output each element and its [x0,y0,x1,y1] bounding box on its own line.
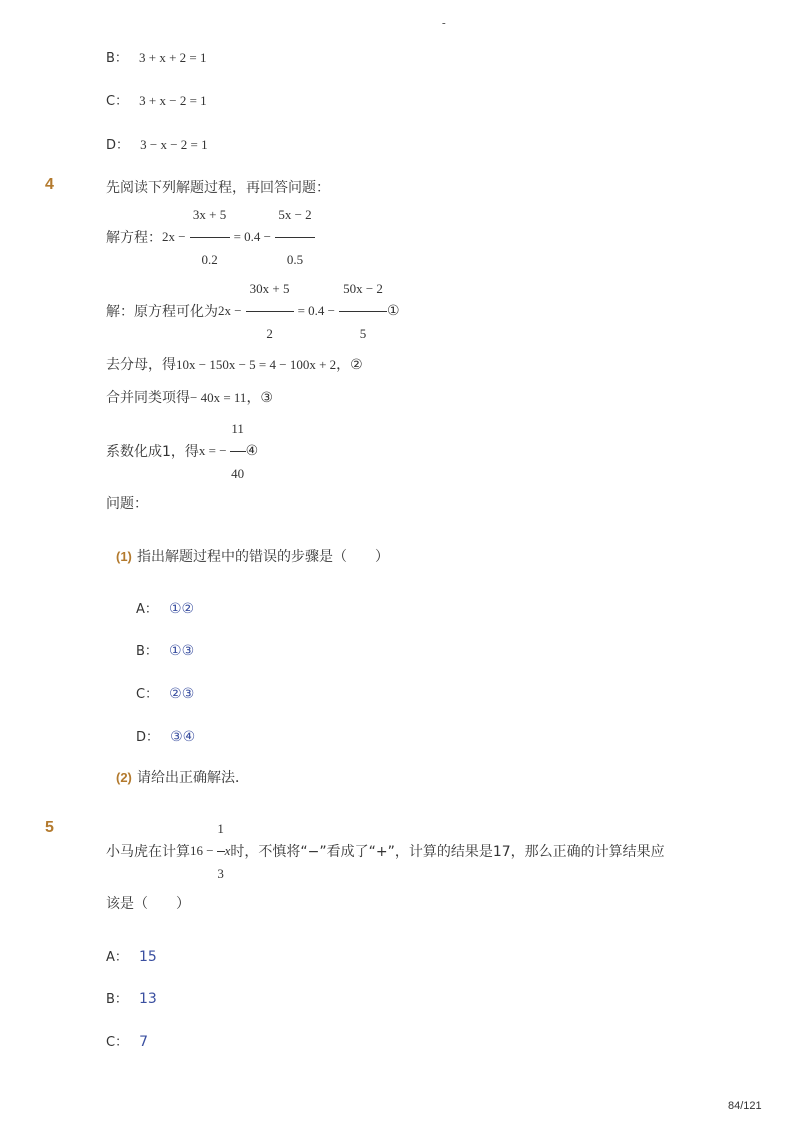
option-label: A： [106,950,128,965]
option-expression: 3 − x − 2 = 1 [140,137,208,152]
step-expression: − 40x = 11 [190,390,247,405]
fraction [217,821,225,882]
option-value: ②③ [169,686,195,702]
option-value: 13 [139,991,157,1007]
step-expression: 10x − 150x − 5 = 4 − 100x + 2 [176,357,337,372]
subquestion-number: (1) [116,549,132,564]
fraction-2 [339,281,387,342]
fraction-denominator: 40 [231,465,245,481]
subquestion-text: 请给出正确解法． [136,770,249,786]
fraction-numerator: 30x + 5 [249,280,290,296]
top-mark: - [442,17,446,29]
step-marker: ，② [336,357,363,373]
q3-option-c[interactable] [106,90,207,109]
fraction-numerator: 5x − 2 [278,206,312,222]
q4-step-4 [106,420,258,482]
option-expression: 3 + x + 2 = 1 [139,50,207,65]
fraction-1 [246,281,294,342]
q4-option-c[interactable] [136,683,194,702]
question-number: 4 [45,176,54,193]
q4-intro: 先阅读下列解题过程，再回答问题： [106,180,330,196]
step-label: 合并同类项得 [106,390,190,406]
q4-step-2 [106,354,363,374]
q4-subquestion-1 [116,546,389,566]
page-number: 84/121 [728,1100,762,1112]
equation-lead: 2x − [162,229,186,244]
q5-option-c[interactable] [106,1031,148,1050]
q4-step-3 [106,387,273,407]
q4-option-a[interactable] [136,598,194,617]
step-lead: 2x − [218,303,242,318]
option-expression: 3 + x − 2 = 1 [139,93,207,108]
option-value: 7 [139,1034,149,1050]
fraction-2 [275,207,315,268]
option-label: D： [106,138,130,153]
q4-step-1 [106,280,400,342]
step-middle: = 0.4 − [297,303,336,318]
q4-subquestion-2 [116,767,249,787]
q4-equation [106,206,315,268]
step-marker: ① [387,303,400,319]
step-label: 解：原方程可化为 [106,304,218,320]
q3-option-b[interactable] [106,47,207,66]
option-value: ①③ [169,643,195,659]
question-number: 5 [45,819,54,836]
fraction-denominator: 3 [217,865,224,881]
equation-label: 解方程： [106,230,162,246]
step-label: 去分母，得 [106,357,176,373]
q4-option-d[interactable] [136,726,195,745]
stem-text-before: 小马虎在计算 [106,844,190,860]
equation-middle: = 0.4 − [233,229,272,244]
fraction-denominator: 5 [359,325,367,341]
q5-option-a[interactable] [106,946,157,965]
q5-option-b[interactable] [106,988,157,1007]
step-marker: ，③ [246,390,273,406]
stem-text-after: 时，不慎将“−”看成了“+”，计算的结果是17，那么正确的计算结果应 [230,844,665,860]
fraction-denominator: 2 [266,325,273,341]
step-marker: ④ [245,443,259,459]
stem-variable: x [224,843,231,858]
q3-option-d[interactable] [106,134,208,153]
fraction-denominator: 0.5 [286,251,304,267]
option-label: A： [136,602,158,617]
option-label: C： [106,94,129,109]
q4-option-b[interactable] [136,640,194,659]
fraction [230,421,246,482]
option-label: B： [106,992,128,1007]
option-label: C： [106,1035,129,1050]
fraction-numerator: 1 [217,820,224,836]
fraction-numerator: 3x + 5 [192,206,227,222]
option-label: C： [136,687,159,702]
q5-stem [106,820,665,882]
q4-question-label: 问题： [106,496,148,512]
option-value: 15 [139,949,157,965]
option-label: B： [136,644,158,659]
option-label: B： [106,51,128,66]
fraction-numerator: 11 [231,420,244,436]
fraction-denominator: 0.2 [201,251,218,267]
fraction-1 [190,207,230,268]
step-label: 系数化成1，得 [106,444,199,460]
step-lead: x = − [198,443,227,458]
option-value: ①② [169,601,195,617]
option-label: D： [136,730,160,745]
subquestion-text: 指出解题过程中的错误的步骤是（ ） [136,549,389,565]
stem-expression-lead: 16 − [190,843,214,858]
q5-stem-line-2: 该是（ ） [106,896,190,912]
subquestion-number: (2) [116,770,132,785]
fraction-numerator: 50x − 2 [343,280,383,296]
option-value: ③④ [170,729,196,745]
